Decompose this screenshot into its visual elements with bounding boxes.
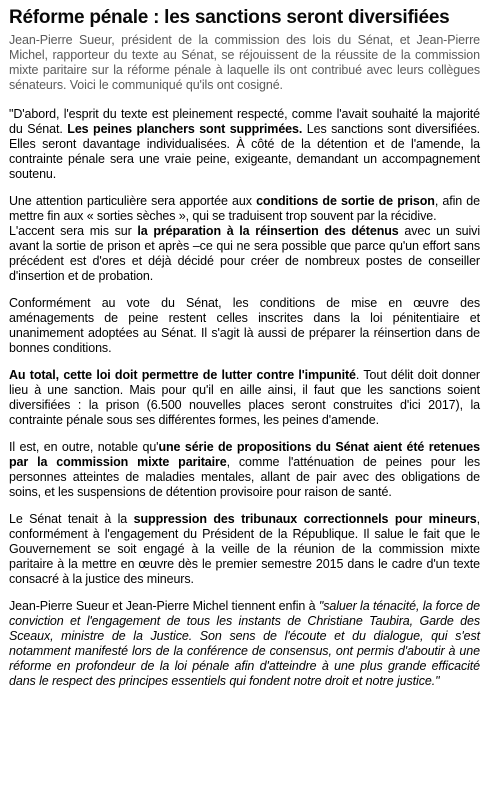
paragraph-3-text-a: L'accent sera mis sur <box>9 224 138 238</box>
paragraph-8-quote: "saluer la ténacité, la force de conviction et l'engagement de tous les instants de Christiane Taubira, Garde des Sceaux, ministre de la Justice. Son sens de l'écoute et du dialogue, qui s'est notamment manifesté lors de la conférence de consensus, ont permis d'aboutir à une réforme en profondeur de la loi pénale afin d'atteindre à une plus grande efficacité dans le respect des principes essentiels qui fondent notre droit et notre justice." <box>9 599 480 688</box>
paragraph-3 <box>9 224 480 284</box>
paragraph-7-bold: suppression des tribunaux correctionnels pour mineurs <box>133 512 477 526</box>
paragraph-3-bold: la préparation à la réinsertion des détenus <box>137 224 399 238</box>
paragraph-8-text-a: Jean-Pierre Sueur et Jean-Pierre Michel tiennent enfin à <box>9 599 319 613</box>
paragraph-2-text-a: Une attention particulière sera apportée aux <box>9 194 257 208</box>
paragraph-5-text-b: . Tout délit doit donner lieu à une sanction. Mais pour qu'il en aille ainsi, il faut que les sanctions soient diversifiées : la prison (6.500 nouvelles places seront construites d'ici 2017), la contrainte pénale sous ses différentes formes, les peines d'amende. <box>9 368 480 427</box>
paragraph-2-text-c: , afin de mettre fin aux « sorties sèches », qui se traduisent trop souvent par la récidive. <box>9 194 481 223</box>
paragraph-6-bold: une série de propositions du Sénat aient été retenues par la commission mixte paritaire <box>9 440 480 469</box>
paragraph-1-text-a: "D'abord, l'esprit du texte est pleinement respecté, comme l'avait souhaité la majorité du Sénat. <box>9 107 480 136</box>
paragraph-5 <box>9 368 480 428</box>
paragraph-4: Conformément au vote du Sénat, les conditions de mise en œuvre des aménagements de peine restent celles inscrites dans la loi pénitentiaire et unanimement adoptées au Sénat. Il s'agit là aussi de préparer la réinsertion dans de bonnes conditions. <box>9 296 480 355</box>
article-title: Réforme pénale : les sanctions seront diversifiées <box>9 7 450 28</box>
paragraph-6 <box>9 440 480 500</box>
paragraph-6-text-a: Il est, en outre, notable qu' <box>9 440 159 454</box>
paragraph-7-text-c: , conformément à l'engagement du Président de la République. Il salue le fait que le Gouvernement se soit engagé à la veille de la réunion de la commission mixte paritaire à la mettre en œuvre dès le premier semestre 2015 dans le cadre d'un texte consacré à la justice des mineurs. <box>9 512 480 586</box>
paragraph-2 <box>9 194 480 224</box>
paragraph-3-text-c: avec un suivi avant la sortie de prison et après –ce qui ne sera possible que parce qu'un effort sans précédent est d'ores et déjà décidé pour créer de nombreux postes de conseiller d'insertion et de probation. <box>9 224 480 283</box>
paragraph-1 <box>9 107 480 182</box>
paragraph-7-text-a: Le Sénat tenait à la <box>9 512 134 526</box>
paragraph-2-bold: conditions de sortie de prison <box>256 194 435 208</box>
paragraph-8 <box>9 599 480 689</box>
paragraph-7 <box>9 512 480 587</box>
paragraph-6-text-c: , comme l'atténuation de peines pour les personnes atteintes de maladies mentales, allant de pair avec des obligations de soins, et les suspensions de détention provisoire pour raison de santé. <box>9 455 480 499</box>
paragraph-1-bold: Les peines planchers sont supprimées. <box>67 122 303 136</box>
paragraph-5-bold: Au total, cette loi doit permettre de lutter contre l'impunité <box>9 368 356 382</box>
paragraph-1-text-c: Les sanctions sont diversifiées. Elles seront davantage individualisées. À côté de la détention et de l'amende, la contrainte pénale sera une vraie peine, exigeante, demandant un accompagnement soutenu. <box>9 122 480 181</box>
article-intro: Jean-Pierre Sueur, président de la commission des lois du Sénat, et Jean-Pierre Michel, rapporteur du texte au Sénat, se réjouissent de la réussite de la commission mixte paritaire sur la réforme pénale à laquelle ils ont contribué avec leurs collègues sénateurs. Voici le communiqué qu'ils ont cosigné. <box>9 33 480 92</box>
